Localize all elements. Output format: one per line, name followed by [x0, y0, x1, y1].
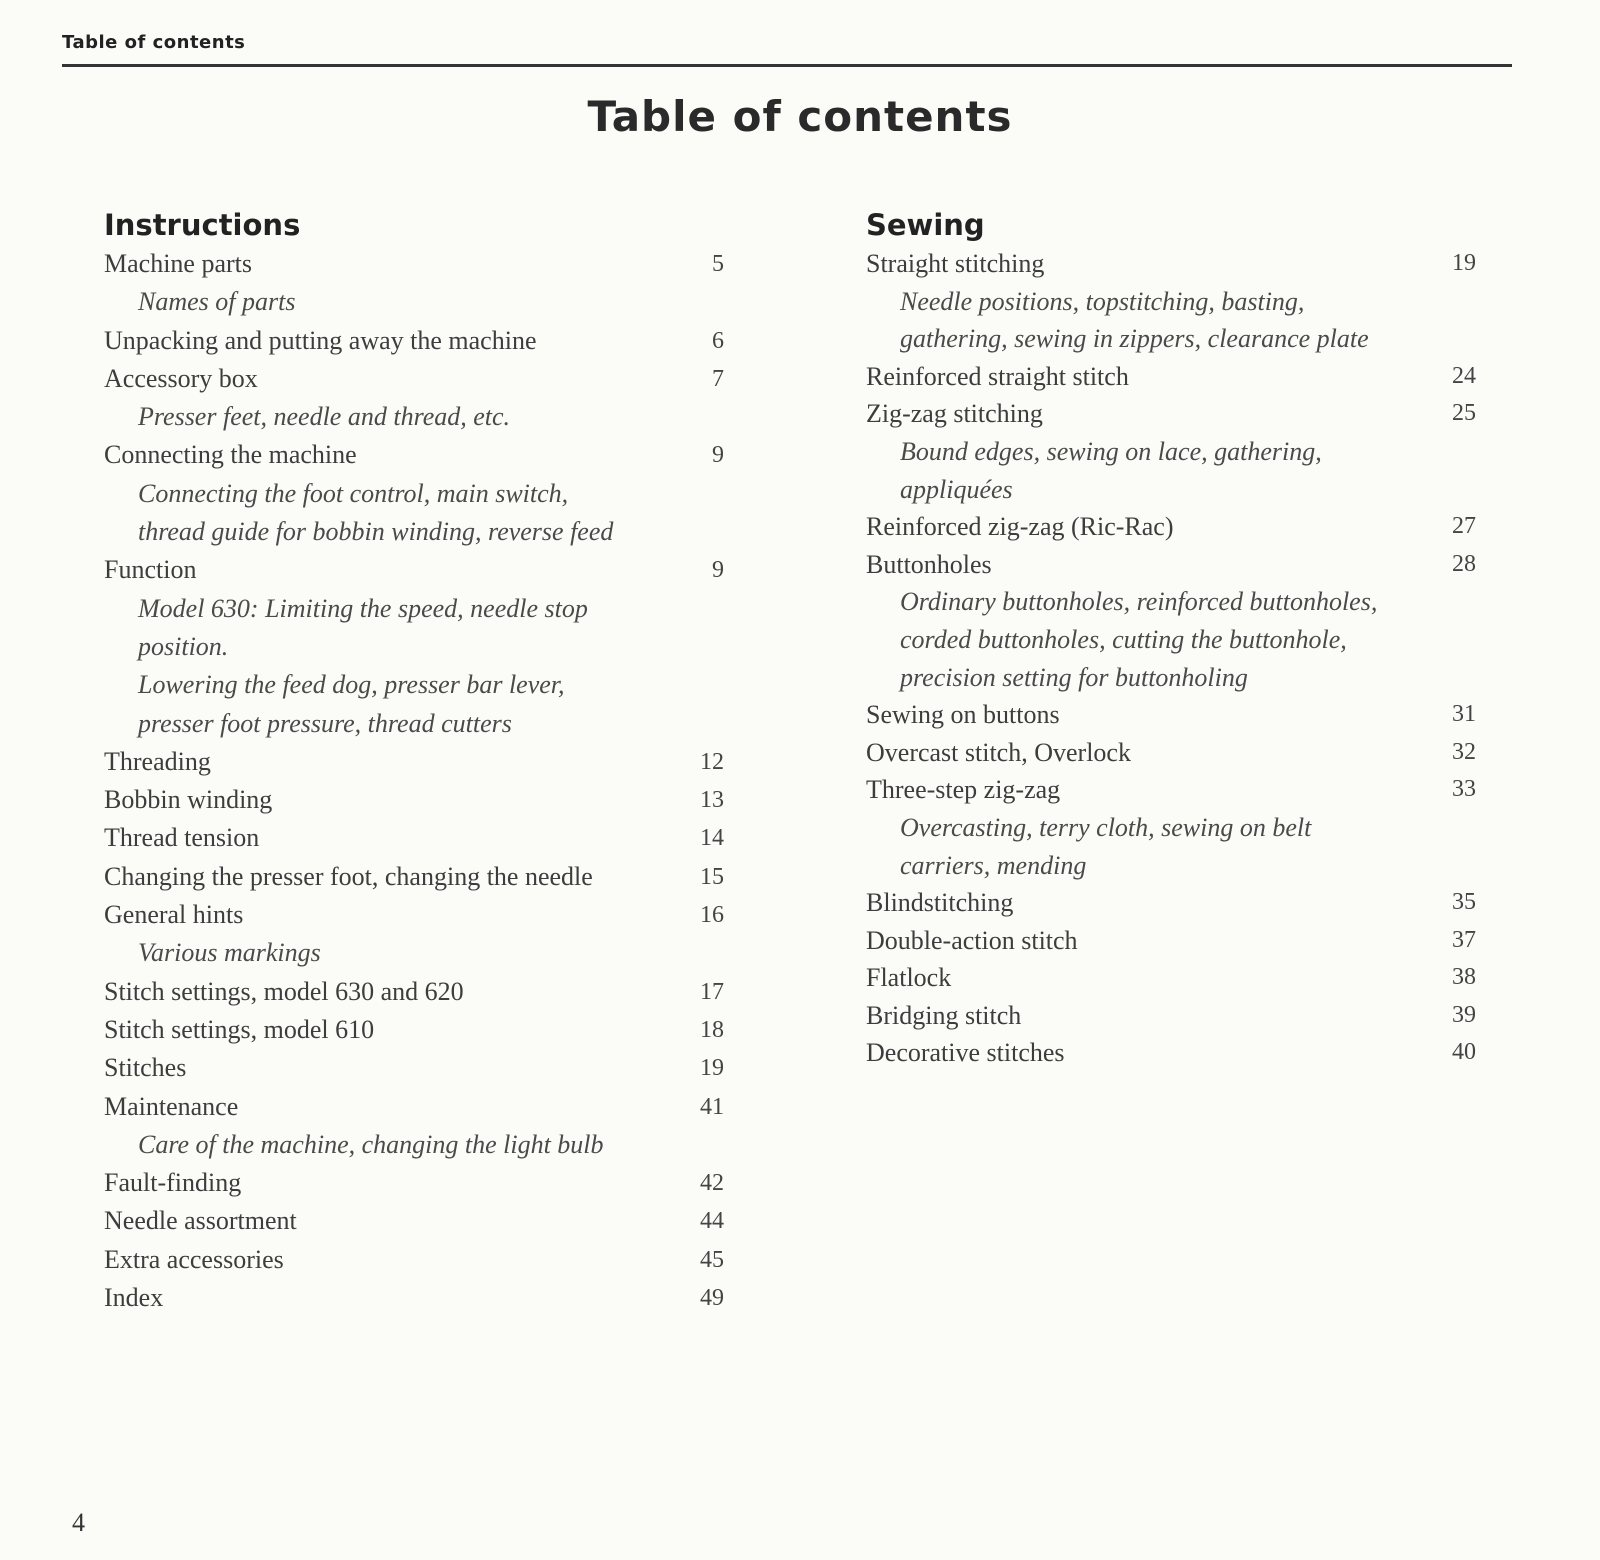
instructions-column: [104, 205, 724, 1317]
toc-entry-text: Various markings: [138, 938, 321, 968]
toc-entry-text: Function: [104, 555, 197, 585]
toc-page-number: 17: [700, 978, 724, 1005]
toc-entry-text: Three-step zig-zag: [866, 775, 1061, 805]
toc-entry-text: Bound edges, sewing on lace, gathering,: [900, 436, 1322, 466]
toc-entry-text: Fault-finding: [104, 1168, 242, 1198]
toc-subentry: [866, 809, 1476, 847]
toc-subentry: [104, 666, 724, 704]
toc-entry: [104, 551, 724, 589]
sewing-column: [866, 205, 1476, 1072]
toc-entry-text: Double-action stitch: [866, 925, 1078, 955]
toc-entry-text: Needle positions, topstitching, basting,: [900, 286, 1305, 316]
toc-entry-text: Bridging stitch: [866, 1000, 1022, 1030]
toc-entry: [104, 1088, 724, 1126]
toc-entry-text: Reinforced zig-zag (Ric-Rac): [866, 512, 1174, 542]
toc-subentry: [866, 433, 1476, 471]
toc-entry-text: Bobbin winding: [104, 785, 273, 815]
toc-entry-text: gathering, sewing in zippers, clearance plate: [900, 324, 1369, 354]
toc-page-number: 15: [700, 863, 724, 890]
toc-page-number: 40: [1452, 1039, 1476, 1066]
page-title: Table of contents: [587, 92, 1013, 141]
toc-entry: [104, 973, 724, 1011]
toc-page-number: 31: [1452, 701, 1476, 728]
toc-entry-text: Care of the machine, changing the light bulb: [138, 1129, 604, 1159]
toc-subentry: [104, 283, 724, 321]
toc-entry: [104, 1202, 724, 1240]
toc-page-number: 5: [712, 251, 724, 277]
toc-entry: [104, 436, 724, 474]
toc-page-number: 27: [1452, 513, 1476, 540]
page-number: 4: [72, 1508, 85, 1537]
toc-entry: [866, 508, 1476, 546]
toc-entry-text: Buttonholes: [866, 549, 992, 579]
toc-entry: [866, 997, 1476, 1035]
toc-page-number: 45: [700, 1246, 724, 1273]
toc-entry-text: General hints: [104, 900, 244, 930]
toc-entry: [866, 884, 1476, 922]
toc-entry-text: Zig-zag stitching: [866, 399, 1043, 429]
toc-entry-text: Unpacking and putting away the machine: [104, 325, 537, 355]
toc-page-number: 25: [1452, 400, 1476, 427]
toc-entry-text: Index: [104, 1283, 164, 1313]
toc-entry-text: Accessory box: [104, 363, 258, 393]
toc-page-number: 41: [700, 1093, 724, 1120]
toc-page-number: 19: [700, 1055, 724, 1082]
toc-page-number: 13: [700, 787, 724, 814]
toc-entry: [104, 781, 724, 819]
header-rule: [62, 64, 1512, 67]
toc-subentry: [104, 705, 724, 743]
toc-entry: [104, 245, 724, 283]
toc-page-number: 7: [712, 365, 724, 392]
toc-entry: [866, 696, 1476, 734]
toc-entry-text: Model 630: Limiting the speed, needle stop: [138, 593, 588, 623]
toc-entry-text: carriers, mending: [900, 850, 1087, 880]
toc-entry: [866, 395, 1476, 433]
toc-entry-text: presser foot pressure, thread cutters: [138, 708, 512, 738]
toc-entry: [866, 1034, 1476, 1072]
toc-entry-text: Threading: [104, 746, 211, 776]
toc-subentry: [104, 1126, 724, 1164]
toc-entry-text: Reinforced straight stitch: [866, 361, 1129, 391]
toc-entry-text: thread guide for bobbin winding, reverse feed: [138, 517, 614, 547]
toc-entry-text: position.: [138, 631, 229, 661]
toc-entry-text: Ordinary buttonholes, reinforced buttonholes,: [900, 587, 1378, 617]
toc-entry-text: Extra accessories: [104, 1244, 284, 1274]
toc-page-number: 39: [1452, 1001, 1476, 1028]
toc-entry-text: Maintenance: [104, 1091, 239, 1121]
toc-page-number: 19: [1452, 250, 1476, 276]
toc-page-number: 44: [700, 1208, 724, 1235]
toc-entry: [104, 1164, 724, 1202]
toc-subentry: [104, 590, 724, 628]
toc-page-number: 32: [1452, 738, 1476, 765]
toc-subentry: [866, 583, 1476, 621]
toc-page-number: 16: [700, 902, 724, 929]
toc-entry-text: Stitch settings, model 630 and 620: [104, 976, 464, 1006]
toc-page-number: 14: [700, 825, 724, 852]
toc-entry: [104, 858, 724, 896]
toc-page-number: 18: [700, 1016, 724, 1043]
toc-entry: [104, 1279, 724, 1317]
toc-page-number: 9: [712, 557, 724, 584]
instructions-list: [104, 245, 724, 1317]
toc-entry-text: Overcast stitch, Overlock: [866, 737, 1131, 767]
toc-page-number: 24: [1452, 362, 1476, 389]
toc-subentry: [866, 621, 1476, 659]
toc-entry-text: corded buttonholes, cutting the buttonhole,: [900, 624, 1347, 654]
toc-entry: [866, 358, 1476, 396]
toc-page-number: 28: [1452, 550, 1476, 577]
toc-entry: [866, 771, 1476, 809]
toc-page-number: 35: [1452, 889, 1476, 916]
toc-entry: [104, 1049, 724, 1087]
toc-subentry: [104, 475, 724, 513]
toc-entry-text: Changing the presser foot, changing the needle: [104, 861, 593, 891]
toc-entry: [866, 546, 1476, 584]
toc-entry-text: Presser feet, needle and thread, etc.: [138, 402, 511, 432]
toc-page-number: 49: [700, 1285, 724, 1312]
toc-page-number: 9: [712, 442, 724, 469]
toc-entry-text: Needle assortment: [104, 1206, 297, 1236]
toc-page-number: 37: [1452, 926, 1476, 953]
toc-entry-text: precision setting for buttonholing: [900, 662, 1248, 692]
toc-page-number: 38: [1452, 964, 1476, 991]
toc-entry-text: Blindstitching: [866, 888, 1014, 918]
toc-entry-text: Machine parts: [104, 249, 253, 278]
toc-subentry: [104, 398, 724, 436]
toc-subentry: [866, 847, 1476, 885]
toc-entry-text: Connecting the foot control, main switch,: [138, 478, 569, 508]
toc-subentry: [866, 283, 1476, 321]
toc-entry: [104, 322, 724, 360]
section-heading-instructions: Instructions: [104, 208, 301, 242]
sewing-list: [866, 245, 1476, 1072]
toc-entry: [104, 360, 724, 398]
toc-subentry: [104, 934, 724, 972]
toc-page-number: 12: [700, 748, 724, 775]
toc-entry-text: Decorative stitches: [866, 1038, 1065, 1068]
running-header: Table of contents: [62, 32, 246, 53]
toc-page-number: 33: [1452, 776, 1476, 803]
toc-entry-text: Connecting the machine: [104, 440, 357, 470]
toc-entry-text: Sewing on buttons: [866, 700, 1060, 730]
toc-entry: [104, 896, 724, 934]
toc-page-number: 6: [712, 327, 724, 354]
toc-entry-text: Thread tension: [104, 823, 260, 853]
toc-entry: [104, 819, 724, 857]
toc-subentry: [104, 513, 724, 551]
toc-entry-text: Flatlock: [866, 963, 952, 993]
toc-entry: [104, 743, 724, 781]
toc-subentry: [104, 628, 724, 666]
toc-entry: [866, 734, 1476, 772]
toc-entry-text: Stitch settings, model 610: [104, 1014, 375, 1044]
toc-entry: [866, 245, 1476, 283]
toc-entry: [866, 959, 1476, 997]
toc-subentry: [866, 471, 1476, 509]
section-heading-sewing: Sewing: [866, 208, 985, 242]
toc-entry-text: appliquées: [900, 474, 1013, 504]
toc-entry: [866, 922, 1476, 960]
toc-subentry: [866, 659, 1476, 697]
toc-entry: [104, 1241, 724, 1279]
toc-subentry: [866, 320, 1476, 358]
toc-entry-text: Straight stitching: [866, 249, 1045, 278]
toc-entry-text: Stitches: [104, 1053, 187, 1083]
toc-entry-text: Overcasting, terry cloth, sewing on belt: [900, 812, 1312, 842]
toc-entry: [104, 1011, 724, 1049]
toc-entry-text: Names of parts: [138, 287, 296, 317]
toc-page-number: 42: [700, 1170, 724, 1197]
toc-entry-text: Lowering the feed dog, presser bar lever,: [138, 670, 565, 700]
